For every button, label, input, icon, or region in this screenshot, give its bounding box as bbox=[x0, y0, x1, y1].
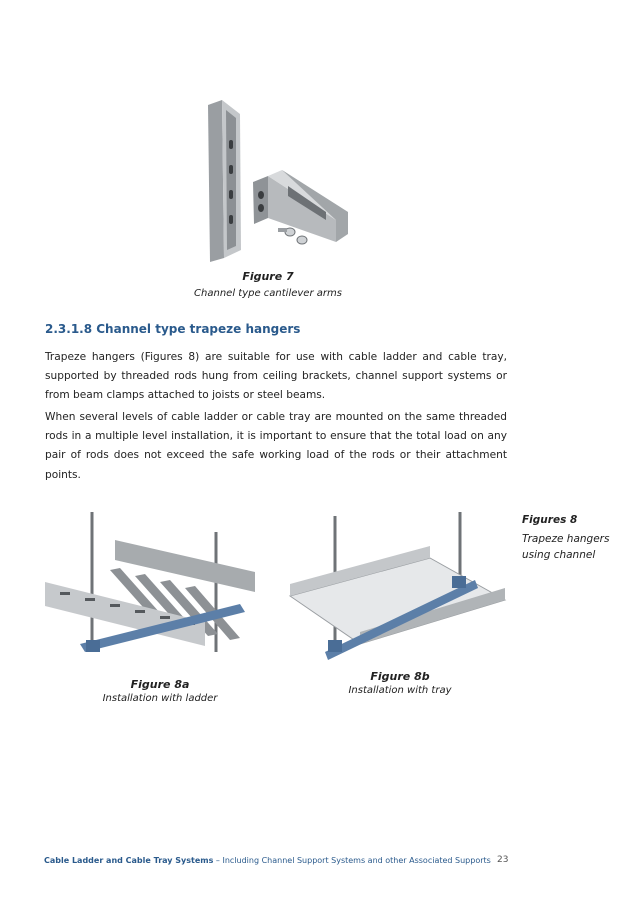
figure-7-caption: Channel type cantilever arms bbox=[194, 288, 342, 299]
cantilever-arm bbox=[253, 170, 348, 242]
channel-bracket bbox=[328, 640, 342, 652]
figures-8-side-title: Figures 8 bbox=[522, 514, 578, 526]
figures-8-side-caption-2: using channel bbox=[522, 549, 596, 561]
figure-8a-title: Figure 8a bbox=[130, 678, 190, 691]
page-footer bbox=[44, 856, 491, 865]
figure-8a-caption: Installation with ladder bbox=[102, 693, 218, 704]
figures-8-side-caption-1: Trapeze hangers bbox=[522, 533, 610, 545]
figure-7-image bbox=[198, 100, 348, 262]
footer-subtitle: – Including Channel Support Systems and other Associated Supports bbox=[213, 856, 491, 865]
footer-title: Cable Ladder and Cable Tray Systems bbox=[44, 856, 214, 865]
figure-8b-title: Figure 8b bbox=[370, 670, 430, 683]
paragraph-1: Trapeze hangers (Figures 8) are suitable for use with cable ladder and cable tray, supported by threaded rods hung from ceiling brackets, channel support systems or from beam clamps attached to joists or steel beams. bbox=[45, 351, 507, 402]
channel-bracket bbox=[86, 640, 100, 652]
paragraph-2: When several levels of cable ladder or cable tray are mounted on the same threaded rods in a multiple level installation, it is important to ensure that the total load on any pair of rods does not exceed the safe working load of the rods or their attachment points. bbox=[45, 411, 507, 481]
ladder-rail-back bbox=[115, 540, 255, 592]
page-number: 23 bbox=[497, 855, 509, 865]
vertical-channel-post bbox=[208, 100, 241, 262]
section-heading: 2.3.1.8 Channel type trapeze hangers bbox=[45, 322, 301, 336]
figure-8b-caption: Installation with tray bbox=[348, 685, 452, 696]
channel-bracket bbox=[452, 576, 466, 588]
figure-8b-image bbox=[280, 512, 510, 667]
figure-7-title: Figure 7 bbox=[242, 270, 294, 283]
figure-8a-image bbox=[40, 512, 270, 667]
bolts bbox=[278, 228, 307, 244]
